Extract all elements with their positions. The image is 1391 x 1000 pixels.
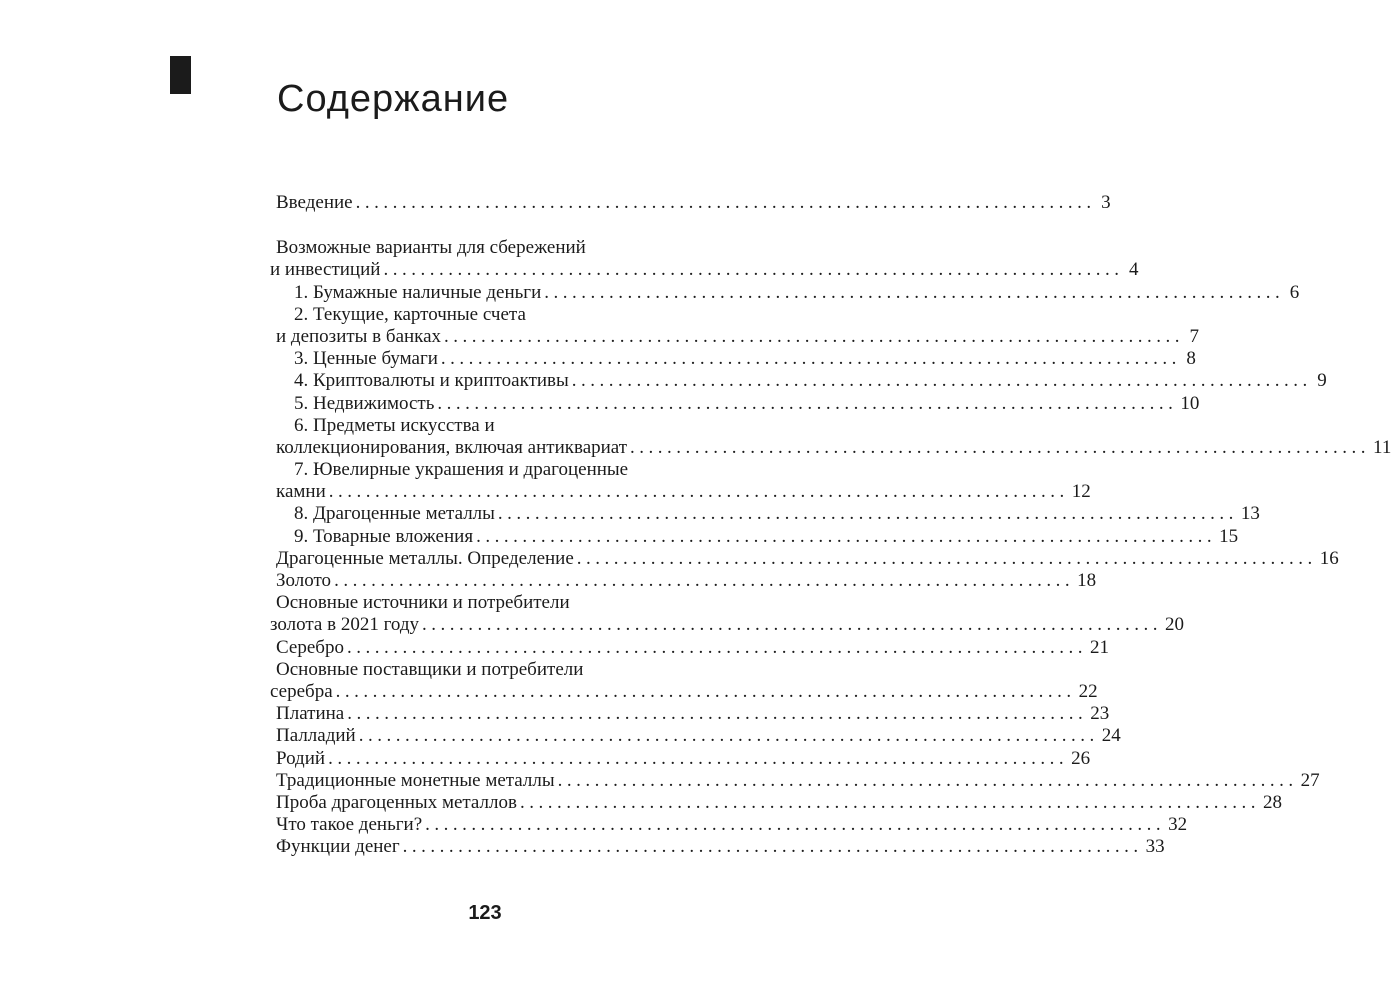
toc-entry[interactable] [270,259,1139,281]
toc-dot-leader: ................................................................................ [544,281,1285,303]
toc-entry-page: 33 [1145,836,1165,858]
toc-entry-title: серебра [270,680,333,702]
toc-entry-page: 3 [1101,192,1111,213]
toc-entry-page: 23 [1090,703,1110,725]
toc-entry-page: 9 [1317,370,1327,392]
toc-entry-title: Платина [276,703,345,725]
toc-entry-title: 8. Драгоценные металлы [294,503,495,525]
toc-dot-leader: ................................................................................ [346,636,1087,658]
toc-entry-page: 4 [1128,259,1139,281]
toc-entry[interactable] [270,325,1200,348]
toc-entry-page: 8 [1186,348,1196,370]
toc-entry-title: 2. Текущие, карточные счета [294,303,526,325]
toc-dot-leader: ................................................................................ [328,481,1069,503]
toc-entry-title: 6. Предметы искусства и [294,414,495,436]
toc-dot-leader: ................................................................................ [425,814,1166,836]
toc-entry-page: 21 [1089,636,1109,658]
toc-entry-page: 12 [1071,481,1091,503]
toc-entry[interactable] [270,304,710,326]
toc-dot-leader: ................................................................................ [358,725,1099,747]
toc-entry-title: Золото [276,570,332,591]
toc-entry-title: Основные источники и потребители [276,592,570,614]
toc-entry[interactable] [270,392,1200,415]
page-number: 123 [468,902,502,924]
toc-entry[interactable] [270,237,710,259]
toc-dot-leader: ................................................................................ [335,680,1076,702]
toc-entry[interactable] [270,680,1098,703]
toc-entry[interactable] [270,370,1327,392]
toc-dot-leader: ................................................................................ [630,436,1371,458]
toc-entry[interactable] [270,547,1339,570]
toc-entry[interactable] [270,481,1091,503]
toc-entry-title: и инвестиций [270,259,381,281]
toc-entry-page: 32 [1168,814,1188,836]
toc-entry-page: 6 [1289,281,1300,303]
toc-dot-leader: ................................................................................ [444,325,1185,347]
toc-entry-page: 11 [1373,436,1391,458]
toc-entry[interactable] [270,281,1300,304]
toc-dot-leader: ................................................................................ [437,392,1178,414]
toc-entry[interactable] [270,747,1091,770]
toc-entry-page: 22 [1078,680,1098,702]
toc-entry-page: 28 [1262,791,1282,813]
toc-dot-leader: ................................................................................ [383,259,1124,281]
toc-entry-page: 16 [1319,547,1339,569]
toc-entry-title: Родий [276,747,326,769]
page-title: Содержание [277,78,510,120]
toc-entry-title: 3. Ценные бумаги [294,348,438,370]
toc-entry-page: 7 [1189,325,1200,347]
toc-entry-title: золота в 2021 году [270,614,420,636]
toc-entry[interactable] [270,192,1111,214]
toc-entry-title: Серебро [276,636,344,658]
toc-dot-leader: ................................................................................ [334,570,1075,591]
toc-dot-leader: ................................................................................ [347,703,1088,725]
toc-entry-title: Функции денег [276,836,400,858]
toc-entry-title: 5. Недвижимость [294,392,435,414]
toc-entry[interactable] [270,592,710,614]
toc-entry[interactable] [270,836,1165,858]
toc-dot-leader: ................................................................................ [422,614,1163,636]
toc-entry-title: Палладий [276,725,356,747]
toc-dot-leader: ................................................................................ [355,192,1096,213]
toc-entry[interactable] [270,769,1320,792]
toc-dot-leader: ................................................................................ [328,747,1069,769]
toc-spacer [270,214,710,237]
toc-entry-title: 9. Товарные вложения [294,525,474,547]
toc-entry-page: 10 [1180,392,1200,414]
toc-entry-title: 4. Криптовалюты и криптоактивы [294,370,569,392]
toc-entry-title: Драгоценные металлы. Определение [276,547,574,569]
toc-entry-title: Традиционные монетные металлы [276,769,555,791]
toc-entry-title: и депозиты в банках [276,325,442,347]
toc-dot-leader: ................................................................................ [571,370,1312,392]
toc-entry-title: Основные поставщики и потребители [276,658,584,680]
toc-dot-leader: ................................................................................ [497,503,1238,525]
toc-entry[interactable] [270,725,1121,747]
toc-entry[interactable] [270,636,1109,659]
toc-entry[interactable] [270,614,1185,636]
toc-entry-title: Введение [276,192,353,213]
toc-dot-leader: ................................................................................ [519,791,1260,813]
toc-dot-leader: ................................................................................ [576,547,1317,569]
toc-entry[interactable] [270,703,1110,725]
toc-entry-page: 24 [1101,725,1121,747]
toc-entry-title: Проба драгоценных металлов [276,791,517,813]
toc-entry-page: 26 [1071,747,1091,769]
toc-entry-title: Возможные варианты для сбережений [276,237,586,259]
section-marker [170,56,191,94]
toc-entry-title: коллекционирования, включая антиквариат [276,436,628,458]
toc-entry-page: 27 [1300,769,1320,791]
toc-entry[interactable] [270,814,1188,836]
toc-entry-title: Что такое деньги? [276,814,423,836]
toc-entry-page: 20 [1165,614,1185,636]
toc-entry[interactable] [270,791,1282,814]
toc-dot-leader: ................................................................................ [440,348,1181,370]
toc-entry-page: 13 [1240,503,1260,525]
toc-entry-page: 18 [1077,570,1097,591]
toc-entry[interactable] [270,503,1260,525]
toc-entry[interactable] [270,525,1239,548]
toc-entry[interactable] [270,659,710,681]
toc-dot-leader: ................................................................................ [476,525,1217,547]
toc-entry-title: камни [276,481,326,503]
toc-entry[interactable] [270,415,710,437]
toc-entry[interactable] [270,570,1097,592]
toc-entry[interactable] [270,348,1196,370]
toc-dot-leader: ................................................................................ [557,769,1298,791]
toc-entry[interactable] [270,436,1391,459]
toc-entry-title: 7. Ювелирные украшения и драгоценные [294,459,629,481]
toc-entry-page: 15 [1219,525,1239,547]
toc-dot-leader: ................................................................................ [402,836,1143,858]
toc-entry-title: 1. Бумажные наличные деньги [294,281,542,303]
toc-entry[interactable] [270,459,710,481]
table-of-contents [270,192,1391,858]
